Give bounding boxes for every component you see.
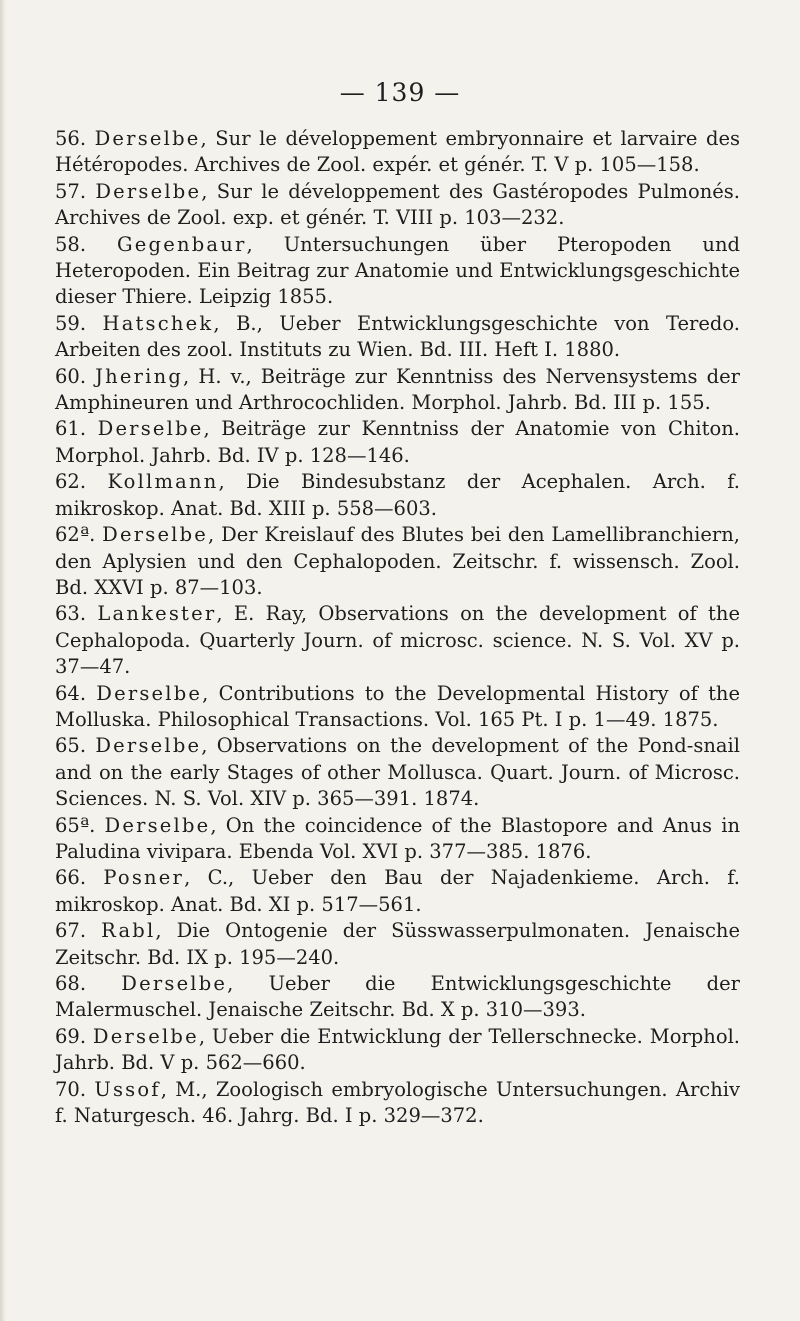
reference-author: Jhering: [95, 364, 184, 388]
reference-author: Derselbe: [121, 972, 228, 995]
reference-text: , On the coincidence of the Blastopore and Anus in Paludina vivipara. Ebenda Vol. XVI p. 377—385. 1876.: [55, 813, 741, 863]
reference-text: , Der Kreislauf des Blutes bei den Lamellibranchiern, den Aplysien und den Cephalopoden. Zeitschr. f. wissensch. Zool. Bd. XXVI p. 87—103.: [55, 523, 740, 599]
reference-number: 70.: [55, 1077, 87, 1101]
reference-author: Derselbe: [102, 523, 209, 547]
reference-number: 59.: [55, 311, 87, 335]
reference-number: 62.: [55, 470, 87, 494]
reference-number: 58.: [55, 232, 87, 256]
reference-author: Posner: [103, 866, 185, 890]
reference-entry: [55, 733, 740, 812]
reference-text: , Beiträge zur Kenntniss der Anatomie von Chiton. Morphol. Jahrb. Bd. IV p. 128—146.: [55, 417, 741, 467]
reference-number: 65ª.: [55, 813, 96, 837]
reference-text: , Die Bindesubstanz der Acephalen. Arch. f. mikroskop. Anat. Bd. XIII p. 558—603.: [55, 470, 740, 520]
reference-author: Derselbe: [95, 179, 202, 203]
reference-entry: [55, 416, 740, 469]
reference-number: 69.: [55, 1024, 87, 1048]
reference-author: Kollmann: [107, 470, 219, 494]
reference-entry: [55, 311, 740, 364]
reference-author: Ussof: [94, 1077, 161, 1101]
reference-entry: [55, 126, 740, 179]
reference-entry: [55, 813, 740, 866]
reference-entry: [55, 865, 740, 918]
reference-number: 65.: [55, 734, 87, 758]
reference-author: Lankester: [97, 602, 217, 626]
reference-author: Derselbe: [104, 813, 211, 837]
reference-entry: [55, 232, 740, 311]
reference-text: , C., Ueber den Bau der Najadenkieme. Arch. f. mikroskop. Anat. Bd. XI p. 517—561.: [55, 866, 741, 916]
reference-author: Gegenbaur: [117, 232, 247, 256]
reference-text: , H. v., Beiträge zur Kenntniss des Nervensystems der Amphineuren und Arthrocochliden. Morphol. Jahrb. Bd. III p. 155.: [55, 364, 740, 415]
reference-author: Hatschek: [102, 311, 214, 335]
reference-text: , Sur le développement des Gastéropodes Pulmonés. Archives de Zool. exp. et génér. T. VIII p. 103—232.: [55, 179, 741, 230]
reference-number: 61.: [55, 417, 87, 441]
reference-number: 67.: [55, 919, 87, 943]
reference-text: , Contributions to the Developmental History of the Molluska. Philosophical Transactions. Vol. 165 Pt. I p. 1—49. 1875.: [55, 681, 740, 731]
reference-entry: [55, 179, 740, 232]
reference-entry: [55, 469, 740, 522]
reference-entry: [55, 1077, 740, 1130]
reference-text: , Untersuchungen über Pteropoden und Heteropoden. Ein Beitrag zur Anatomie und Entwicklungsgeschichte dieser Thiere. Leipzig 1855.: [55, 232, 740, 309]
reference-list: [55, 126, 740, 1129]
reference-number: 64.: [55, 681, 87, 705]
reference-text: , Die Ontogenie der Süsswasserpulmonaten. Jenaische Zeitschr. Bd. IX p. 195—240.: [55, 919, 741, 969]
reference-text: , M., Zoologisch embryologische Untersuchungen. Archiv f. Naturgesch. 46. Jahrg. Bd. I p. 329—372.: [55, 1077, 740, 1128]
reference-entry: [55, 522, 740, 601]
reference-entry: [55, 681, 740, 734]
reference-author: Derselbe: [96, 681, 203, 705]
reference-number: 66.: [55, 866, 87, 890]
reference-number: 60.: [55, 364, 87, 388]
reference-text: , Observations on the development of the Pond-snail and on the early Stages of other Mollusca. Quart. Journ. of Microsc. Sciences. N. S. Vol. XIV p. 365—391. 1874.: [55, 734, 740, 811]
reference-number: 63.: [55, 602, 87, 626]
reference-author: Derselbe: [95, 734, 202, 758]
reference-text: , E. Ray, Observations on the development of the Cephalopoda. Quarterly Journ. of microsc. science. N. S. Vol. XV p. 37—47.: [55, 602, 740, 679]
reference-text: , Ueber die Entwicklung der Tellerschnecke. Morphol. Jahrb. Bd. V p. 562—660.: [55, 1024, 741, 1075]
reference-number: 68.: [55, 972, 87, 995]
reference-text: , B., Ueber Entwicklungsgeschichte von Teredo. Arbeiten des zool. Instituts zu Wien. Bd. III. Heft I. 1880.: [55, 311, 740, 362]
page-number: — 139 —: [339, 78, 461, 107]
reference-entry: [55, 601, 740, 680]
page-edge-shadow: [0, 0, 6, 1321]
reference-entry: [55, 971, 740, 1024]
reference-text: , Ueber die Entwicklungsgeschichte der Malermuschel. Jenaische Zeitschr. Bd. X p. 310—393.: [55, 972, 741, 1022]
reference-author: Derselbe: [92, 1024, 199, 1048]
reference-author: Derselbe: [97, 417, 204, 441]
reference-number: 57.: [55, 179, 87, 203]
reference-number: 56.: [55, 127, 87, 150]
reference-entry: [55, 918, 740, 971]
reference-text: , Sur le développement embryonnaire et larvaire des Hétéropodes. Archives de Zool. expér. et génér. T. V p. 105—158.: [55, 127, 740, 177]
reference-entry: [55, 364, 740, 417]
reference-author: Derselbe: [94, 127, 201, 150]
reference-number: 62ª.: [55, 523, 96, 547]
reference-entry: [55, 1024, 740, 1077]
reference-author: Rabl: [101, 919, 156, 943]
